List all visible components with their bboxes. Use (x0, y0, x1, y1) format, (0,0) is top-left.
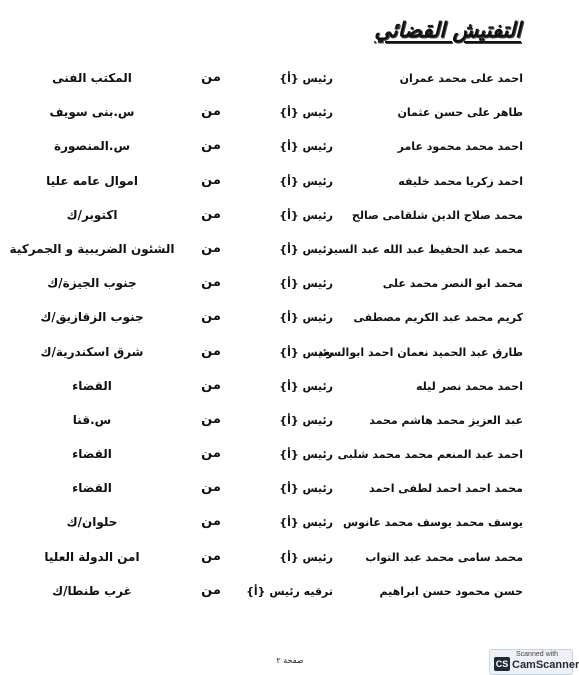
judge-rank: رئيس {أ} (279, 208, 333, 222)
from-label: من (201, 446, 221, 462)
watermark-caption: Scanned with (516, 651, 559, 658)
previous-post: جنوب الزقازيق/ك (40, 310, 144, 325)
camscanner-logo-icon: CS (495, 659, 509, 669)
previous-post: غرب طنطا/ك (52, 583, 132, 598)
judge-rank: رئيس {أ} (279, 550, 333, 564)
judge-rank: رئيس {أ} (279, 72, 333, 85)
previous-post: اموال عامه عليا (46, 173, 138, 188)
previous-post: امن الدولة العليا (44, 549, 140, 564)
from-label: من (201, 514, 221, 530)
judge-name: محمد عبد الحفيظ عبد الله عبد السيد (327, 242, 523, 256)
previous-post: القضاء (72, 447, 112, 462)
judge-name: طارق عبد الحميد نعمان احمد ابوالسعد (317, 345, 523, 359)
list-item (0, 404, 579, 438)
list-item (0, 336, 579, 370)
judge-rank: رئيس {أ} (279, 379, 333, 393)
from-label: من (201, 70, 221, 85)
judge-rank: رئيس {أ} (279, 311, 333, 325)
judge-name: احمد عبد المنعم محمد محمد شلبى (337, 448, 523, 462)
previous-post: القضاء (72, 481, 112, 496)
from-label: من (201, 309, 221, 325)
previous-post: الشئون الضريبية و الجمركية (9, 241, 175, 256)
judge-name: احمد على محمد عمران (399, 72, 523, 85)
judge-rank: ترقيه رئيس {أ} (246, 584, 333, 598)
from-label: من (201, 240, 221, 256)
previous-post: س.المنصورة (53, 139, 131, 154)
previous-post: جنوب الجيزة/ك (47, 276, 137, 291)
list-item (0, 199, 579, 233)
previous-post: س.بنى سويف (49, 105, 135, 120)
list-item (0, 506, 579, 540)
judge-rank: رئيس {أ} (279, 174, 333, 188)
camscanner-watermark (489, 649, 579, 675)
from-label: من (201, 138, 221, 154)
list-item (0, 472, 579, 506)
list-item (0, 130, 579, 164)
from-label: من (201, 206, 221, 222)
watermark-brand: CamScanner (512, 659, 579, 671)
previous-post: شرق اسكندرية/ك (40, 344, 144, 359)
judge-name: محمد احمد احمد لطفى احمد (369, 482, 523, 496)
from-label: من (201, 343, 221, 359)
judge-name: يوسف محمد يوسف محمد عانوس (343, 516, 523, 530)
previous-post: القضاء (72, 378, 112, 393)
judge-rank: رئيس {أ} (279, 140, 333, 154)
judge-rank: رئيس {أ} (279, 448, 333, 462)
previous-post: س.قنا (72, 412, 112, 427)
from-label: من (201, 548, 221, 564)
judge-name: محمد ابو النصر محمد على (382, 277, 523, 291)
judge-name: محمد صلاح الدين شلقامى صالح (351, 208, 523, 222)
judge-name: حسن محمود حسن ابراهيم (379, 584, 523, 598)
judge-rank: رئيس {أ} (279, 106, 333, 120)
judge-rank: رئيس {أ} (279, 482, 333, 496)
judge-name: كريم محمد عبد الكريم مصطفى (353, 311, 523, 325)
list-item (0, 233, 579, 267)
judge-rank: رئيس {أ} (279, 413, 333, 427)
judge-rank: رئيس {أ} (279, 345, 333, 359)
previous-post: حلوان/ك (66, 515, 118, 530)
list-item (0, 575, 579, 609)
from-label: من (201, 275, 221, 291)
judge-name: طاهر على حسن عثمان (397, 106, 523, 120)
judge-rank: رئيس {أ} (279, 277, 333, 291)
from-label: من (201, 411, 221, 427)
list-item (0, 370, 579, 404)
from-label: من (201, 377, 221, 393)
list-item (0, 165, 579, 199)
list-item (0, 301, 579, 335)
from-label: من (201, 480, 221, 496)
list-item (0, 62, 579, 96)
judge-name: عبد العزيز محمد هاشم محمد (369, 413, 523, 427)
judge-name: احمد زكريا محمد خليفه (398, 174, 523, 188)
list-item (0, 96, 579, 130)
previous-post: المكتب الفنى (52, 71, 132, 85)
page-title: التفتيش القضائي (374, 18, 521, 42)
judge-rank: رئيس {أ} (279, 516, 333, 530)
from-label: من (201, 582, 221, 598)
previous-post: اكتوبر/ك (66, 207, 118, 222)
judge-name: احمد محمد محمود عامر (397, 140, 523, 154)
list-item (0, 438, 579, 472)
transfer-list (0, 62, 579, 609)
page-number: صفحة ٢ (276, 656, 304, 665)
from-label: من (201, 172, 221, 188)
judge-name: محمد سامى محمد عبد التواب (365, 550, 523, 564)
judge-rank: رئيس {أ} (279, 242, 333, 256)
list-item (0, 267, 579, 301)
from-label: من (201, 104, 221, 120)
judge-name: احمد محمد نصر ليله (416, 379, 523, 393)
list-item (0, 541, 579, 575)
